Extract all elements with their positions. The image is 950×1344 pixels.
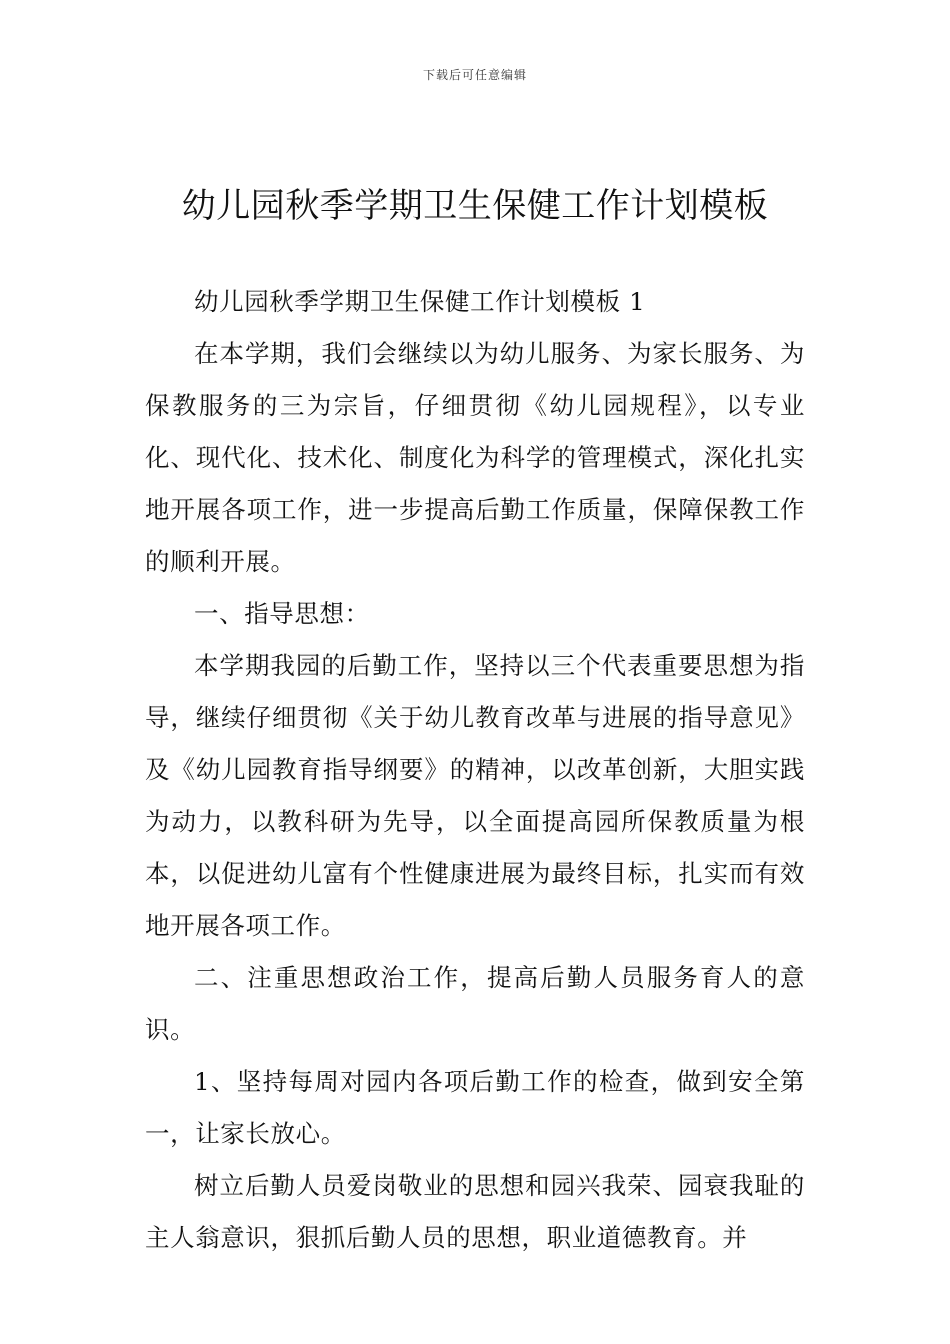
document-title: 幼儿园秋季学期卫生保健工作计划模板 xyxy=(181,186,769,226)
section-heading: 幼儿园秋季学期卫生保健工作计划模板 1 xyxy=(194,287,646,316)
section-heading: 一、指导思想： xyxy=(194,599,370,628)
section-heading: 二、注重思想政治工作，提高后勤人员服务育人的意识。 xyxy=(145,963,805,1044)
paragraph: 1、坚持每周对园内各项后勤工作的检查，做到安全第一，让家长放心。 xyxy=(145,1067,805,1148)
header-note: 下载后可任意编辑 xyxy=(422,68,527,82)
paragraph: 树立后勤人员爱岗敬业的思想和园兴我荣、园衰我耻的主人翁意识，狠抓后勤人员的思想，职业道德教育。并 xyxy=(145,1171,805,1252)
paragraph: 本学期我园的后勤工作，坚持以三个代表重要思想为指导，继续仔细贯彻《关于幼儿教育改革与进展的指导意见》及《幼儿园教育指导纲要》的精神，以改革创新，大胆实践为动力，以教科研为先导，以全面提高园所保教质量为根本，以促进幼儿富有个性健康进展为最终目标，扎实而有效地开展各项工作。 xyxy=(145,651,805,940)
paragraph: 在本学期，我们会继续以为幼儿服务、为家长服务、为保教服务的三为宗旨，仔细贯彻《幼儿园规程》，以专业化、现代化、技术化、制度化为科学的管理模式，深化扎实地开展各项工作，进一步提高后勤工作质量，保障保教工作的顺利开展。 xyxy=(145,339,805,576)
document-body xyxy=(145,276,805,1264)
